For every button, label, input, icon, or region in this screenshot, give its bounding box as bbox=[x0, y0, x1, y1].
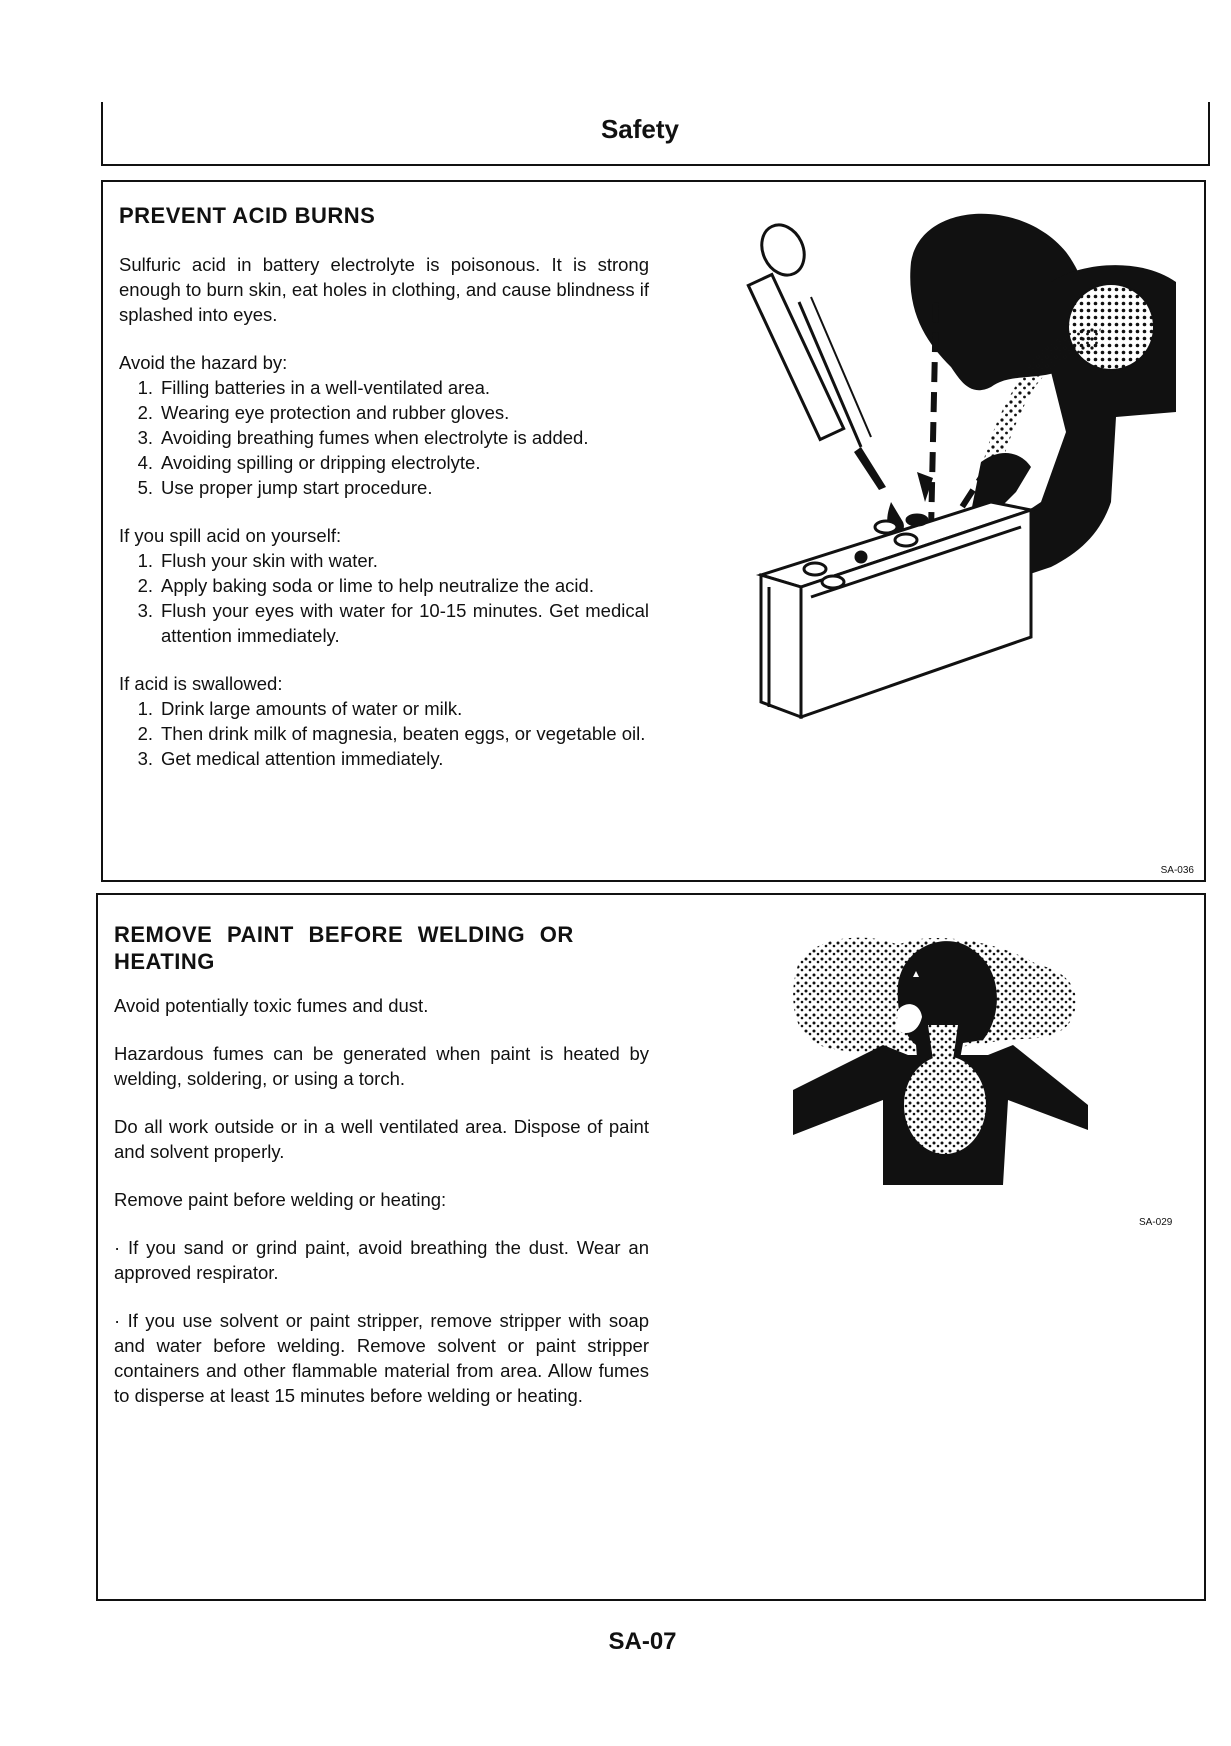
list-item: 5. Use proper jump start procedure. bbox=[137, 477, 433, 498]
list-item: 2. Apply baking soda or lime to help neutralize the acid. bbox=[137, 575, 594, 596]
list-item: 3. Avoiding breathing fumes when electrolyte is added. bbox=[137, 427, 589, 448]
list-item: 1. Drink large amounts of water or milk. bbox=[137, 698, 463, 719]
swallow-heading: If acid is swallowed: bbox=[119, 673, 283, 694]
avoid-heading: Avoid the hazard by: bbox=[119, 352, 288, 373]
swallow-list bbox=[119, 696, 649, 771]
figure-label: SA-036 bbox=[1160, 865, 1194, 876]
list-item: 2. Wearing eye protection and rubber gloves. bbox=[137, 402, 510, 423]
intro-paragraph: Sulfuric acid in battery electrolyte is poisonous. It is strong enough to burn skin, eat holes in clothing, and cause blindness if splashed into eyes. bbox=[119, 254, 649, 325]
list-item: 1. Filling batteries in a well-ventilated area. bbox=[137, 377, 491, 398]
page-title: Safety bbox=[600, 114, 680, 144]
paragraph: Do all work outside or in a well ventilated area. Dispose of paint and solvent properly. bbox=[114, 1116, 649, 1162]
hydrometer-icon bbox=[748, 218, 886, 490]
paragraph: · If you sand or grind paint, avoid breathing the dust. Wear an approved respirator. bbox=[114, 1237, 649, 1283]
spill-list bbox=[119, 548, 649, 648]
list-item: 4. Avoiding spilling or dripping electrolyte. bbox=[137, 452, 481, 473]
paragraph: Remove paint before welding or heating: bbox=[114, 1189, 447, 1210]
section-title: REMOVE PAINT BEFORE WELDING OR HEATING bbox=[114, 922, 574, 974]
paragraph: · If you use solvent or paint stripper, remove stripper with soap and water before welding. Remove solvent or paint stripper containers and other flammable material from area. Allow fumes to disperse at least 15 minutes before welding or heating. bbox=[114, 1310, 649, 1406]
paragraph: Avoid potentially toxic fumes and dust. bbox=[114, 995, 429, 1016]
prevent-acid-burns-section bbox=[101, 180, 1206, 882]
section-text bbox=[119, 202, 649, 771]
battery-icon bbox=[761, 502, 1031, 717]
lungs-icon bbox=[903, 1055, 987, 1155]
section-text bbox=[114, 921, 649, 1408]
remove-paint-section bbox=[96, 893, 1206, 1601]
avoid-list bbox=[119, 375, 649, 500]
list-item: 3. Flush your eyes with water for 10-15 minutes. Get medical attention immediately. bbox=[137, 600, 649, 646]
figure-label: SA-029 bbox=[1139, 1217, 1173, 1228]
toxic-fumes-illustration bbox=[788, 925, 1118, 1215]
paragraph: Hazardous fumes can be generated when paint is heated by welding, soldering, or using a torch. bbox=[114, 1043, 649, 1089]
section-title: PREVENT ACID BURNS bbox=[119, 203, 376, 228]
list-item: 2. Then drink milk of magnesia, beaten eggs, or vegetable oil. bbox=[137, 723, 646, 744]
lungs-icon bbox=[1068, 284, 1154, 370]
spill-heading: If you spill acid on yourself: bbox=[119, 525, 342, 546]
list-item: 1. Flush your skin with water. bbox=[137, 550, 378, 571]
battery-acid-illustration bbox=[721, 202, 1191, 822]
page-number: SA-07 bbox=[608, 1628, 677, 1655]
list-item: 3. Get medical attention immediately. bbox=[137, 748, 444, 769]
